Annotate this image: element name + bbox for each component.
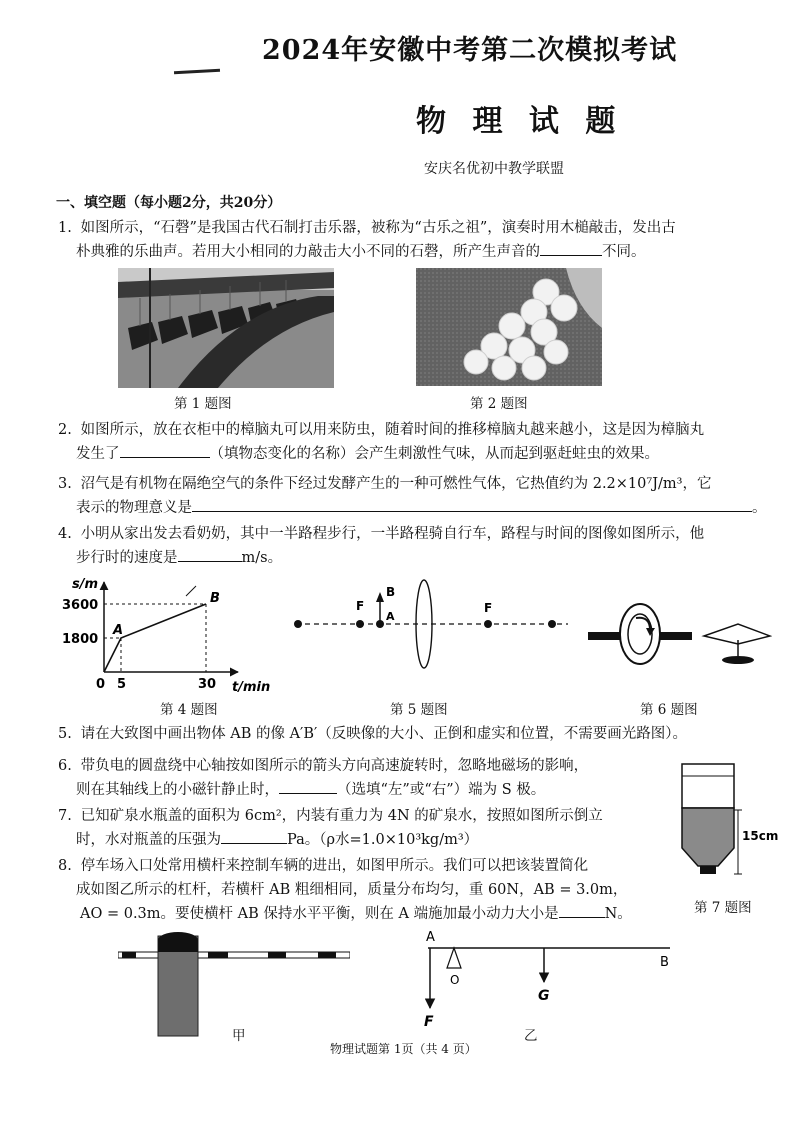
fulcrum-label: O — [450, 973, 460, 987]
stone-chime-photo — [118, 268, 334, 388]
point-a-label: A — [113, 623, 124, 638]
question-number: 4. — [58, 526, 72, 542]
question-6 — [58, 754, 658, 802]
question-number: 3. — [58, 476, 72, 492]
answer-blank[interactable] — [559, 903, 605, 918]
y-axis-label: s/m — [72, 577, 99, 592]
page-footer: 物理试题第 1页（共 4 页） — [330, 1042, 477, 1056]
camphor-balls-photo — [416, 268, 602, 386]
x-tick-label: 5 — [117, 677, 127, 692]
figure-caption: 第 7 题图 — [694, 900, 752, 916]
question-text: （选填“左”或“右”）端为 S 极。 — [337, 782, 546, 798]
answer-blank[interactable] — [221, 829, 287, 844]
question-number: 5. — [58, 726, 72, 742]
question-text: 发生了 — [76, 446, 120, 462]
section-heading: 一、填空题（每小题2分，共20分） — [56, 195, 282, 211]
question-text: 时，水对瓶盖的压强为 — [76, 832, 221, 848]
question-text: N。 — [604, 906, 632, 922]
lever-diagram — [414, 928, 684, 1032]
question-text: 请在大致图中画出物体 AB 的像 A′B′（反映像的大小、正倒和虚实和位置，不需要画光路图）。 — [80, 726, 688, 742]
exam-subtitle: 物 理 试 题 — [416, 104, 624, 139]
figure-caption: 第 5 题图 — [390, 702, 448, 718]
convex-lens-diagram — [288, 578, 570, 688]
figure-caption: 乙 — [524, 1028, 538, 1044]
focal-point — [548, 620, 556, 628]
question-number: 7. — [58, 808, 72, 824]
charged-disc — [620, 604, 660, 664]
question-2 — [58, 418, 770, 466]
force-label: F — [424, 1014, 434, 1030]
question-8 — [58, 854, 678, 926]
answer-blank[interactable] — [120, 443, 210, 458]
question-text: 不同。 — [602, 244, 646, 260]
question-text: m/s。 — [241, 550, 283, 566]
gravity-label: G — [538, 988, 550, 1004]
exam-title: 2024年安徽中考第二次模拟考试 — [262, 35, 678, 66]
end-b-label: B — [660, 955, 669, 970]
question-text: 带负电的圆盘绕中心轴按如图所示的箭头方向高速旋转时，忽略地磁场的影响， — [80, 758, 589, 774]
height-label: 15cm — [742, 829, 778, 843]
bottle-cap — [700, 866, 716, 874]
y-tick-label: 3600 — [62, 598, 99, 613]
question-text: 成如图乙所示的杠杆，若横杆 AB 粗细相同，质量分布均匀，重 60N，AB = 3.0m， — [76, 882, 628, 898]
focus-label: F — [356, 599, 365, 613]
question-text: 停车场入口处常用横杆来控制车辆的进出，如图甲所示。我们可以把该装置简化 — [80, 858, 589, 874]
object-top-label: B — [386, 585, 396, 599]
question-5 — [58, 722, 770, 746]
organization: 安庆名优初中教学联盟 — [424, 161, 564, 177]
figure-caption: 第 6 题图 — [640, 702, 698, 718]
distance-time-graph — [62, 574, 284, 694]
figure-caption: 甲 — [232, 1028, 246, 1044]
figure-caption: 第 1 题图 — [174, 396, 232, 412]
figure-caption: 第 2 题图 — [470, 396, 528, 412]
x-tick-label: 30 — [198, 677, 217, 692]
pen-mark — [174, 69, 220, 74]
question-text: 。 — [752, 500, 767, 516]
distance-line — [104, 604, 206, 672]
x-tick-label: 0 — [96, 677, 106, 692]
question-number: 1. — [58, 220, 72, 236]
answer-blank[interactable] — [279, 779, 337, 794]
water-fill — [682, 808, 734, 866]
focus-label: F — [484, 601, 493, 615]
pen-mark — [186, 586, 196, 596]
end-a-label: A — [426, 930, 435, 945]
question-text: 步行时的速度是 — [76, 550, 178, 566]
point-b-label: B — [210, 591, 220, 606]
question-text: 朴典雅的乐曲声。若用大小相同的力敲击大小不同的石磬，所产生声音的 — [76, 244, 540, 260]
question-text: 表示的物理意义是 — [76, 500, 192, 516]
focal-point — [484, 620, 492, 628]
rotating-disc-diagram — [588, 594, 772, 674]
focal-point — [294, 620, 302, 628]
question-3 — [58, 472, 770, 520]
question-text: 沼气是有机物在隔绝空气的条件下经过发酵产生的一种可燃性气体，它热值约为 2.2×10⁷J/m³，它 — [80, 476, 712, 492]
question-text: 已知矿泉水瓶盖的面积为 6cm²，内装有重力为 4N 的矿泉水，按照如图所示倒立 — [80, 808, 603, 824]
question-text: 如图所示，放在衣柜中的樟脑丸可以用来防虫，随着时间的推移樟脑丸越来越小，这是因为樟脑丸 — [80, 422, 705, 438]
question-text: 则在其轴线上的小磁针静止时， — [76, 782, 279, 798]
inverted-bottle-diagram — [678, 760, 778, 880]
object-base-label: A — [386, 610, 395, 623]
y-tick-label: 1800 — [62, 632, 99, 647]
answer-blank[interactable] — [192, 497, 752, 512]
question-text: 如图所示，“石磬”是我国古代石制打击乐器，被称为“古乐之祖”，演奏时用木槌敲击，发出古 — [80, 220, 676, 236]
question-number: 8. — [58, 858, 72, 874]
question-1 — [58, 216, 770, 264]
compass-needle — [704, 624, 770, 644]
question-text: （填物态变化的名称）会产生刺激性气味，从而起到驱赶蛀虫的效果。 — [209, 446, 659, 462]
answer-blank[interactable] — [540, 241, 602, 256]
x-axis-label: t/min — [232, 680, 271, 694]
question-7 — [58, 804, 670, 852]
figure-caption: 第 4 题图 — [160, 702, 218, 718]
question-4 — [58, 522, 770, 570]
question-text: AO = 0.3m。要使横杆 AB 保持水平平衡，则在 A 端施加最小动力大小是 — [80, 906, 559, 922]
focal-point — [356, 620, 364, 628]
fulcrum — [447, 948, 461, 968]
question-text: Pa。（ρ水=1.0×10³kg/m³） — [287, 832, 479, 848]
question-number: 2. — [58, 422, 72, 438]
question-number: 6. — [58, 758, 72, 774]
question-text: 小明从家出发去看奶奶，其中一半路程步行，一半路程骑自行车，路程与时间的图像如图所示，他 — [80, 526, 705, 542]
answer-blank[interactable] — [178, 547, 242, 562]
